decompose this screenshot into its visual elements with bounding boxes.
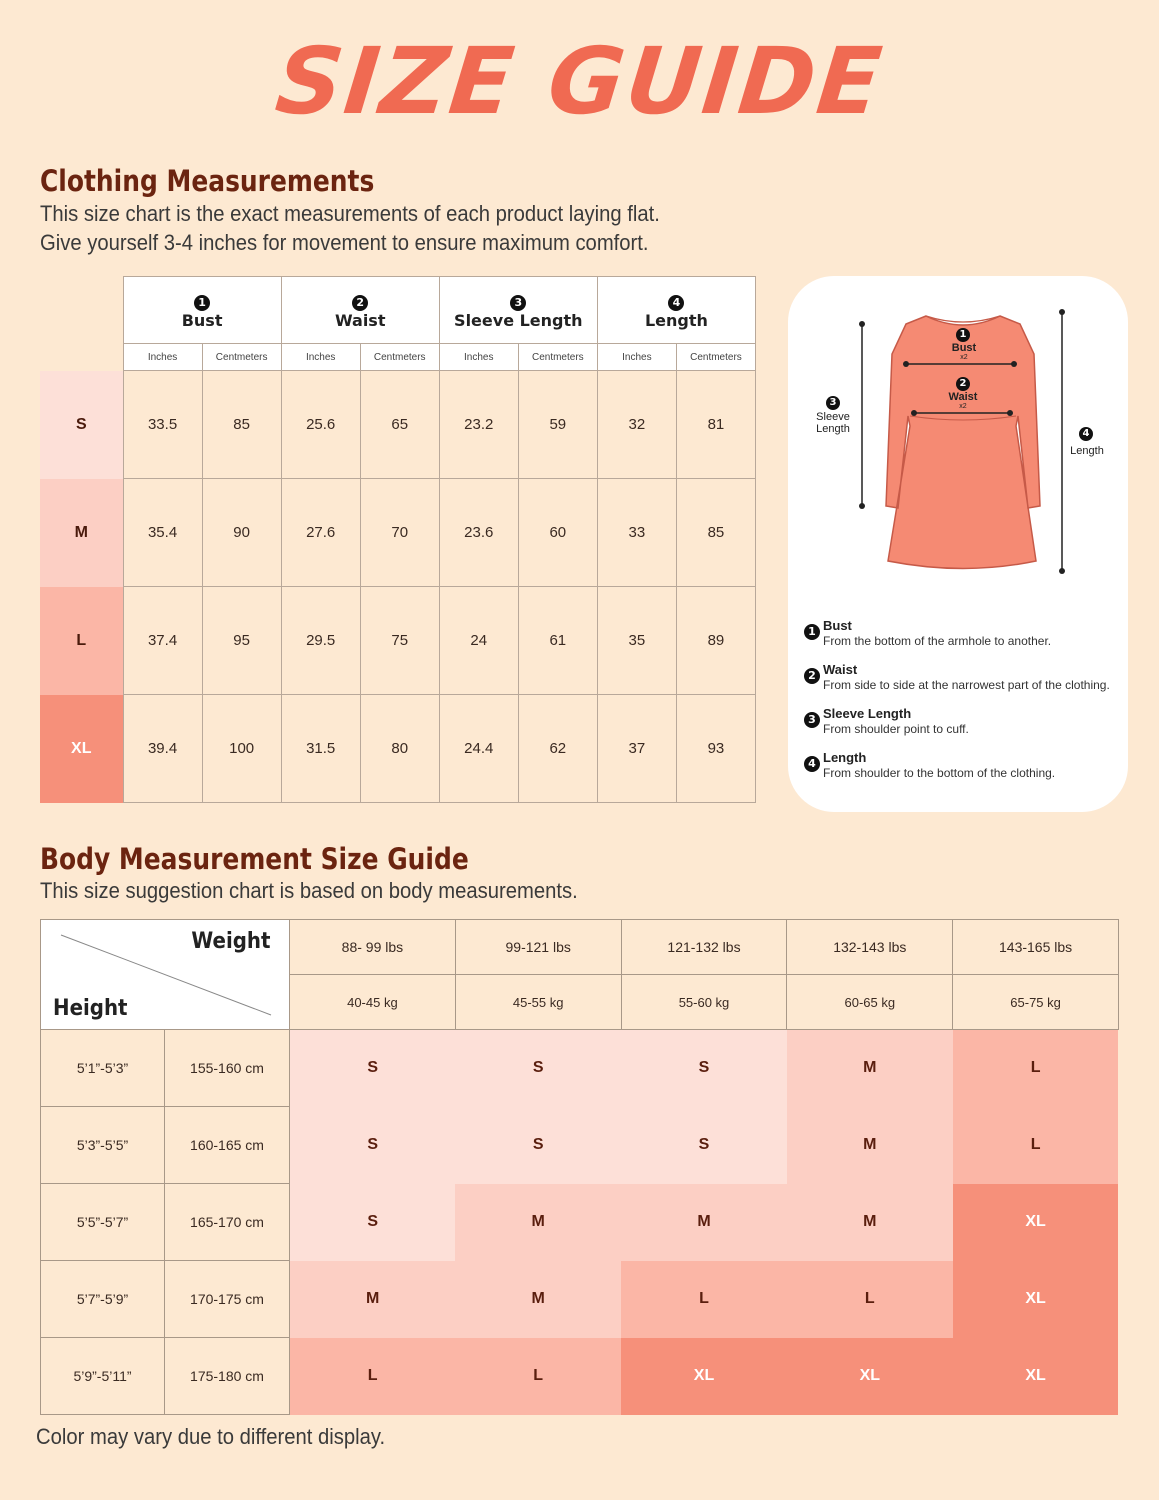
table-row [40, 371, 756, 479]
table-cell: 75 [360, 587, 439, 695]
size-cell: M [621, 1184, 787, 1261]
weight-kg-header: 55-60 kg [621, 975, 787, 1030]
bust-label: Bust [951, 342, 977, 354]
table-cell: 33 [597, 479, 676, 587]
size-cell: L [290, 1338, 456, 1415]
unit-cm: Centmeters [676, 344, 755, 371]
height-cm-cell: 165-170 cm [165, 1184, 290, 1261]
size-cell: S [455, 1030, 621, 1107]
size-cell: S [290, 1030, 456, 1107]
size-label: L [40, 587, 123, 695]
size-label: XL [40, 695, 123, 803]
table-cell: 25.6 [281, 371, 360, 479]
size-cell: L [455, 1338, 621, 1415]
legend-item [804, 750, 1055, 781]
size-cell: L [621, 1261, 787, 1338]
waist-label: Waist [948, 391, 978, 403]
bust-multiplier: x2 [960, 354, 968, 361]
sleeve-label-line2: Length [816, 423, 850, 435]
size-cell: M [787, 1184, 953, 1261]
table-row [40, 587, 756, 695]
table-cell: 70 [360, 479, 439, 587]
table-cell: 35.4 [123, 479, 202, 587]
clothing-heading: Clothing Measurements [40, 164, 375, 198]
dress-diagram-card [788, 276, 1128, 812]
size-cell: S [290, 1184, 456, 1261]
height-label: Height [53, 995, 128, 1021]
body-heading: Body Measurement Size Guide [40, 842, 469, 876]
clothing-measurements-table [40, 276, 756, 803]
table-cell: 39.4 [123, 695, 202, 803]
table-cell: 89 [676, 587, 755, 695]
table-cell: 27.6 [281, 479, 360, 587]
footer-note: Color may vary due to different display. [36, 1424, 386, 1449]
table-cell: 60 [518, 479, 597, 587]
height-cm-cell: 175-180 cm [165, 1338, 290, 1415]
waist-multiplier: x2 [959, 403, 967, 410]
size-cell: S [290, 1107, 456, 1184]
col-header-sleeve [439, 277, 597, 344]
table-cell: 85 [676, 479, 755, 587]
number-badge-icon: 4 [668, 295, 684, 311]
table-cell: 24.4 [439, 695, 518, 803]
height-ft-cell: 5’5”-5’7” [41, 1184, 165, 1261]
number-badge-icon: 1 [956, 328, 970, 342]
table-cell: 29.5 [281, 587, 360, 695]
size-cell: M [787, 1107, 953, 1184]
unit-inches: Inches [281, 344, 360, 371]
sleeve-label-line1: Sleeve [816, 411, 850, 423]
number-badge-icon: 3 [804, 712, 820, 728]
unit-cm: Centmeters [360, 344, 439, 371]
legend-desc: From shoulder to the bottom of the clothing. [823, 766, 1056, 780]
size-cell: XL [953, 1338, 1119, 1415]
body-size-table [40, 919, 1119, 1415]
legend-title: Waist [823, 662, 858, 677]
weight-kg-header: 45-55 kg [455, 975, 621, 1030]
table-row [41, 1338, 1119, 1415]
table-cell: 62 [518, 695, 597, 803]
table-cell: 81 [676, 371, 755, 479]
number-badge-icon: 4 [804, 756, 820, 772]
weight-kg-header: 65-75 kg [953, 975, 1119, 1030]
unit-cm: Centmeters [518, 344, 597, 371]
number-badge-icon: 1 [194, 295, 210, 311]
clothing-subtitle-2: Give yourself 3-4 inches for movement to ensure maximum comfort. [40, 230, 649, 255]
col-label: Bust [181, 310, 223, 330]
table-cell: 65 [360, 371, 439, 479]
size-cell: S [621, 1107, 787, 1184]
table-cell: 35 [597, 587, 676, 695]
table-cell: 37.4 [123, 587, 202, 695]
number-badge-icon: 3 [826, 396, 840, 410]
table-cell: 93 [676, 695, 755, 803]
unit-inches: Inches [123, 344, 202, 371]
legend-item [804, 706, 969, 737]
weight-kg-header: 60-65 kg [787, 975, 953, 1030]
height-ft-cell: 5’3”-5’5” [41, 1107, 165, 1184]
table-cell: 95 [202, 587, 281, 695]
height-cm-cell: 160-165 cm [165, 1107, 290, 1184]
table-cell: 100 [202, 695, 281, 803]
legend-desc: From the bottom of the armhole to another. [823, 634, 1052, 648]
table-cell: 61 [518, 587, 597, 695]
table-cell: 23.2 [439, 371, 518, 479]
legend-title: Bust [823, 618, 852, 633]
height-ft-cell: 5’9”-5’11” [41, 1338, 165, 1415]
height-ft-cell: 5’1”-5’3” [41, 1030, 165, 1107]
size-cell: XL [621, 1338, 787, 1415]
height-cm-cell: 170-175 cm [165, 1261, 290, 1338]
clothing-subtitle-1: This size chart is the exact measurements of each product laying flat. [40, 201, 660, 226]
size-cell: XL [953, 1261, 1119, 1338]
legend-desc: From side to side at the narrowest part of the clothing. [823, 678, 1110, 692]
weight-lbs-header: 132-143 lbs [787, 920, 953, 975]
size-cell: S [621, 1030, 787, 1107]
weight-kg-header: 40-45 kg [290, 975, 456, 1030]
table-cell: 80 [360, 695, 439, 803]
legend-desc: From shoulder point to cuff. [823, 722, 969, 736]
size-cell: L [787, 1261, 953, 1338]
table-row [40, 479, 756, 587]
page-title: SIZE GUIDE [271, 28, 889, 135]
size-cell: M [455, 1184, 621, 1261]
size-label: M [40, 479, 123, 587]
col-header-bust [123, 277, 281, 344]
height-cm-cell: 155-160 cm [165, 1030, 290, 1107]
legend-title: Length [823, 750, 867, 765]
length-label: Length [1070, 445, 1104, 457]
size-cell: M [787, 1030, 953, 1107]
col-label: Sleeve Length [454, 310, 583, 330]
col-header-length [597, 277, 755, 344]
table-row [41, 1184, 1119, 1261]
table-cell: 24 [439, 587, 518, 695]
weight-lbs-header: 121-132 lbs [621, 920, 787, 975]
table-cell: 32 [597, 371, 676, 479]
weight-label: Weight [191, 928, 271, 954]
sleeve-label [806, 411, 860, 435]
table-row [41, 1030, 1119, 1107]
size-cell: XL [953, 1184, 1119, 1261]
table-cell: 31.5 [281, 695, 360, 803]
unit-inches: Inches [439, 344, 518, 371]
size-cell: M [455, 1261, 621, 1338]
number-badge-icon: 4 [1079, 427, 1093, 441]
unit-cm: Centmeters [202, 344, 281, 371]
size-cell: M [290, 1261, 456, 1338]
size-cell: L [953, 1030, 1119, 1107]
legend-item [804, 662, 1110, 693]
table-row [41, 1107, 1119, 1184]
number-badge-icon: 2 [352, 295, 368, 311]
number-badge-icon: 1 [804, 624, 820, 640]
table-row [40, 695, 756, 803]
dress-illustration [788, 276, 1128, 596]
table-cell: 37 [597, 695, 676, 803]
size-label: S [40, 371, 123, 479]
number-badge-icon: 2 [956, 377, 970, 391]
size-cell: L [953, 1107, 1119, 1184]
weight-lbs-header: 99-121 lbs [455, 920, 621, 975]
table-cell: 85 [202, 371, 281, 479]
table-row [41, 1261, 1119, 1338]
legend-item [804, 618, 1051, 649]
height-ft-cell: 5’7”-5’9” [41, 1261, 165, 1338]
table-cell: 23.6 [439, 479, 518, 587]
col-label: Length [644, 310, 708, 330]
table-corner [41, 920, 290, 1030]
col-label: Waist [334, 310, 386, 330]
table-cell: 33.5 [123, 371, 202, 479]
body-subtitle: This size suggestion chart is based on body measurements. [40, 878, 578, 903]
legend-title: Sleeve Length [823, 706, 912, 721]
unit-inches: Inches [597, 344, 676, 371]
table-corner [40, 277, 123, 371]
weight-lbs-header: 143-165 lbs [953, 920, 1119, 975]
size-cell: S [455, 1107, 621, 1184]
table-cell: 59 [518, 371, 597, 479]
number-badge-icon: 2 [804, 668, 820, 684]
number-badge-icon: 3 [510, 295, 526, 311]
weight-lbs-header: 88- 99 lbs [290, 920, 456, 975]
size-cell: XL [787, 1338, 953, 1415]
table-cell: 90 [202, 479, 281, 587]
col-header-waist [281, 277, 439, 344]
